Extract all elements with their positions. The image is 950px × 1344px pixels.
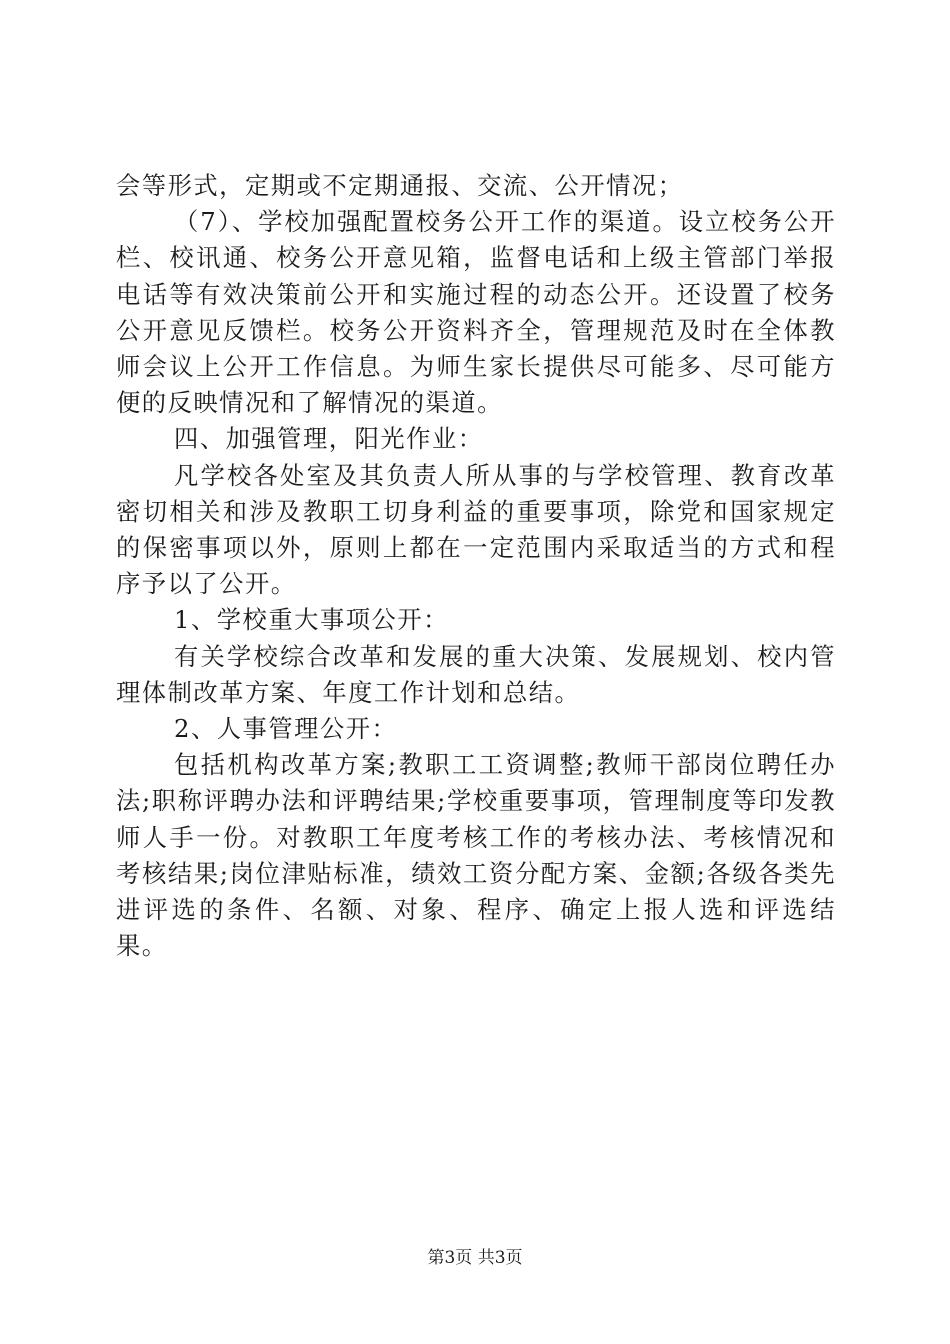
section-heading-management: 四、加强管理，阳光作业： xyxy=(174,424,484,454)
page-number-footer: 第3页 共3页 xyxy=(427,1248,523,1268)
paragraph-major-matters: 有关学校综合改革和发展的重大决策、发展规划、校内管理体制改革方案、年度工作计划和总结。 xyxy=(116,641,836,707)
paragraph-continuation: 会等形式，定期或不定期通报、交流、公开情况； xyxy=(116,171,684,200)
subheading-major-matters: 1、学校重大事项公开： xyxy=(174,605,449,635)
paragraph-disclosure-scope: 凡学校各处室及其负责人所从事的与学校管理、教育改革密切相关和涉及教职工切身利益的重要事项，除党和国家规定的保密事项以外，原则上都在一定范围内采取适当的方式和程序予以了公开。 xyxy=(116,460,836,599)
paragraph-personnel: 包括机构改革方案;教职工工资调整;教师干部岗位聘任办法;职称评聘办法和评聘结果;学校重要事项，管理制度等印发教师人手一份。对教职工年度考核工作的考核办法、考核情况和考核结果;岗位津贴标准，绩效工资分配方案、金额;各级各类先进评选的条件、名额、对象、程序、确定上报人选和评选结果。 xyxy=(116,750,836,961)
document-body xyxy=(116,168,836,964)
paragraph-channels: （7）、学校加强配置校务公开工作的渠道。设立校务公开栏、校讯通、校务公开意见箱，监督电话和上级主管部门举报电话等有效决策前公开和实施过程的动态公开。还设置了校务公开意见反馈栏。校务公开资料齐全，管理规范及时在全体教师会议上公开工作信息。为师生家长提供尽可能多、尽可能方便的反映情况和了解情况的渠道。 xyxy=(116,207,836,418)
subheading-personnel: 2、人事管理公开： xyxy=(174,714,398,744)
